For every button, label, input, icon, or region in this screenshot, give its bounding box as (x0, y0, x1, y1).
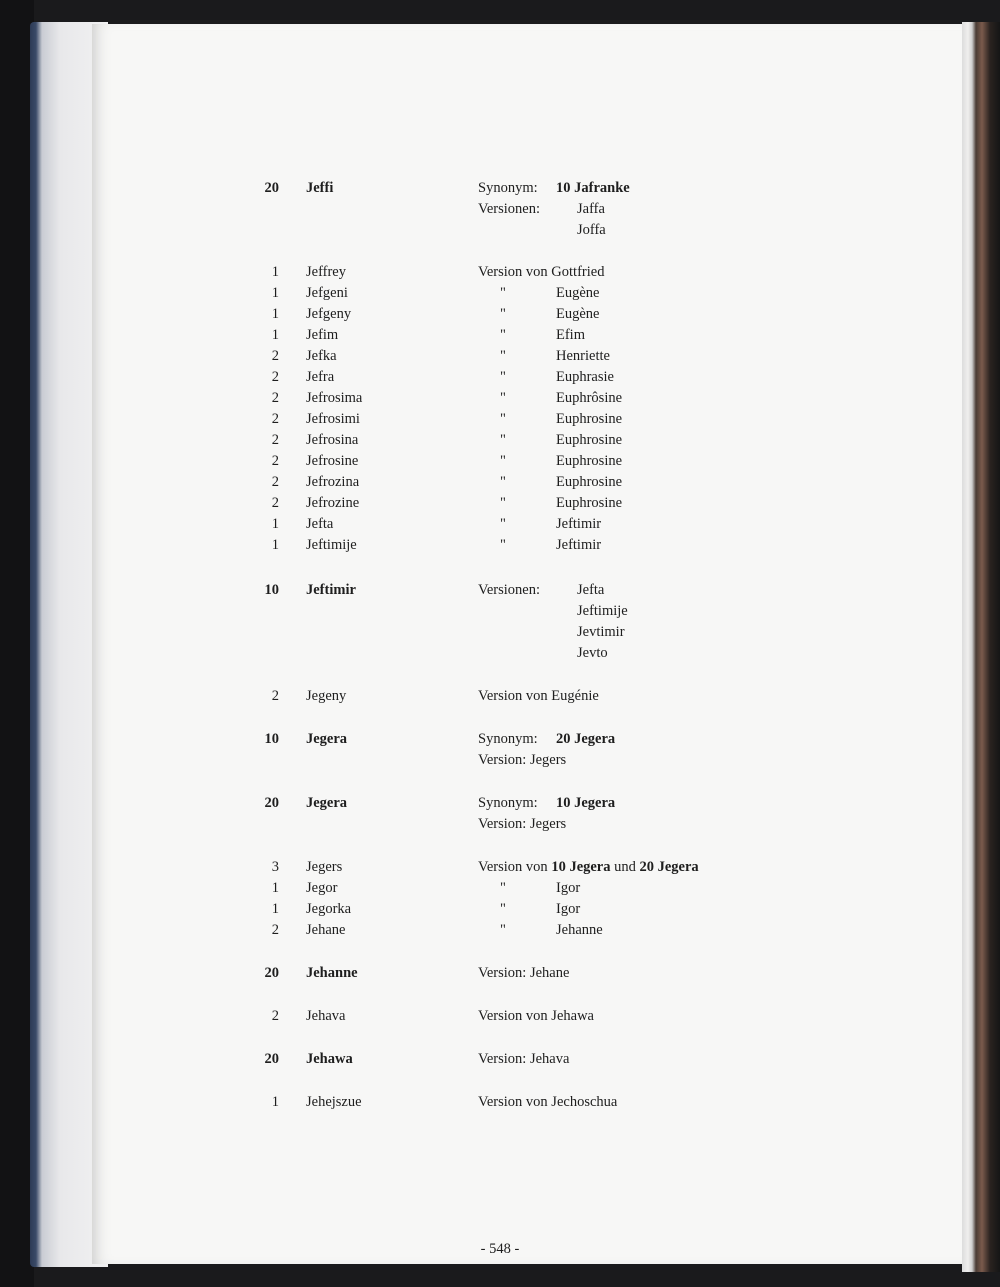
entry-value: Euphrosine (556, 495, 623, 511)
entry-number: 20 (264, 180, 279, 196)
entry-number: 2 (271, 453, 279, 469)
entry-number: 2 (271, 432, 279, 448)
entry-label: Version von Jechoschua (478, 1094, 618, 1110)
entry-number: 2 (271, 390, 279, 406)
ditto-mark: " (500, 474, 506, 490)
entry-value: Eugène (556, 285, 600, 301)
entry-name: Jehane (306, 922, 346, 938)
ditto-mark: " (500, 369, 506, 385)
ditto-mark: " (500, 880, 506, 896)
entry-label: Synonym: (478, 795, 538, 811)
page-number: - 548 - (480, 1241, 520, 1257)
entry-value: Euphrosine (556, 474, 623, 490)
ditto-mark: " (500, 495, 506, 511)
entry-number: 1 (271, 306, 279, 322)
ditto-mark: " (500, 516, 506, 532)
entry-name: Jegor (306, 880, 338, 896)
entry-label: Version von 10 Jegera und 20 Jegera (478, 859, 699, 875)
entry-number: 1 (271, 327, 279, 343)
entry-value: Jeftimir (556, 537, 602, 553)
entry-label: Synonym: (478, 731, 538, 747)
entry-value: Eugène (556, 306, 600, 322)
entry-value: Igor (556, 901, 581, 917)
entry-name: Jefrosine (306, 453, 359, 469)
entry-value: Euphrosine (556, 411, 623, 427)
entry-name: Jehawa (306, 1051, 353, 1067)
entry-name: Jefrozine (306, 495, 360, 511)
entry-name: Jefrosina (306, 432, 359, 448)
entry-name: Jeffrey (306, 264, 346, 280)
entry-number: 2 (271, 348, 279, 364)
entry-value: 20 Jegera (556, 731, 616, 747)
entry-label: Version: Jehane (478, 965, 570, 981)
entry-label: Version von Gottfried (478, 264, 605, 280)
entry-number: 1 (271, 516, 279, 532)
ditto-mark: " (500, 306, 506, 322)
entry-label: Version von Jehawa (478, 1008, 594, 1024)
entry-name: Jegera (306, 731, 348, 747)
entry-number: 2 (271, 688, 279, 704)
entry-value: Jehanne (556, 922, 603, 938)
entry-label: Version von Eugénie (478, 688, 599, 704)
entry-name: Jefra (306, 369, 335, 385)
entry-value: Igor (556, 880, 581, 896)
entry-value: Efim (556, 327, 585, 343)
entry-name: Jefgeny (306, 306, 352, 322)
ditto-mark: " (500, 327, 506, 343)
entry-name: Jefta (306, 516, 334, 532)
entry-name: Jeffi (306, 180, 334, 196)
entry-name: Jegera (306, 795, 348, 811)
entry-number: 1 (271, 901, 279, 917)
ditto-mark: " (500, 453, 506, 469)
entry-value: Jaffa (577, 201, 605, 217)
ditto-mark: " (500, 901, 506, 917)
entry-number: 2 (271, 474, 279, 490)
entry-number: 1 (271, 285, 279, 301)
entry-name: Jeftimije (306, 537, 357, 553)
entry-value: Jevto (577, 645, 608, 661)
entry-value: Euphrasie (556, 369, 614, 385)
entry-value: Jeftimir (556, 516, 602, 532)
entry-number: 3 (271, 859, 279, 875)
book-right-edge (962, 22, 1000, 1272)
entry-value: Joffa (577, 222, 606, 238)
entry-name: Jegers (306, 859, 343, 875)
entry-number: 1 (271, 537, 279, 553)
entry-number: 1 (271, 264, 279, 280)
entry-value: 10 Jegera (556, 795, 616, 811)
entry-name: Jegeny (306, 688, 347, 704)
entry-label: Versionen: (478, 201, 541, 217)
entry-name: Jegorka (306, 901, 352, 917)
entry-name: Jefka (306, 348, 337, 364)
entry-number: 2 (271, 1008, 279, 1024)
entry-label: Synonym: (478, 180, 538, 196)
entry-number: 20 (264, 795, 279, 811)
entry-value: Jefta (577, 582, 605, 598)
entry-number: 10 (264, 582, 279, 598)
entry-name: Jehava (306, 1008, 346, 1024)
label-ref: 10 Jegera (551, 859, 611, 875)
entry-value: Euphrosine (556, 453, 623, 469)
entry-number: 2 (271, 369, 279, 385)
entry-value: Jeftimije (577, 603, 628, 619)
entry-label: Version: Jegers (478, 816, 567, 832)
entry-name: Jeftimir (306, 582, 356, 598)
entry-number: 2 (271, 411, 279, 427)
entry-label: Version: Jegers (478, 752, 567, 768)
entry-number: 10 (264, 731, 279, 747)
entry-value: 10 Jafranke (556, 180, 630, 196)
entry-number: 20 (264, 965, 279, 981)
ditto-mark: " (500, 432, 506, 448)
entry-name: Jefim (306, 327, 339, 343)
label-ref: 20 Jegera (639, 859, 699, 875)
entry-value: Euphrôsine (556, 390, 623, 406)
ditto-mark: " (500, 348, 506, 364)
ditto-mark: " (500, 285, 506, 301)
ditto-mark: " (500, 390, 506, 406)
entry-value: Jevtimir (577, 624, 625, 640)
ditto-mark: " (500, 922, 506, 938)
entry-number: 1 (271, 880, 279, 896)
entry-name: Jefrozina (306, 474, 360, 490)
background-left (0, 0, 34, 1287)
entry-value: Henriette (556, 348, 610, 364)
entry-name: Jehanne (306, 965, 358, 981)
entry-number: 20 (264, 1051, 279, 1067)
ditto-mark: " (500, 537, 506, 553)
entry-label: Version: Jehava (478, 1051, 570, 1067)
entry-name: Jefrosima (306, 390, 363, 406)
entry-name: Jefgeni (306, 285, 348, 301)
ditto-mark: " (500, 411, 506, 427)
entry-name: Jehejszue (306, 1094, 362, 1110)
entry-number: 2 (271, 922, 279, 938)
entry-number: 1 (271, 1094, 279, 1110)
entry-name: Jefrosimi (306, 411, 360, 427)
entry-label: Versionen: (478, 582, 541, 598)
entry-number: 2 (271, 495, 279, 511)
entry-value: Euphrosine (556, 432, 623, 448)
